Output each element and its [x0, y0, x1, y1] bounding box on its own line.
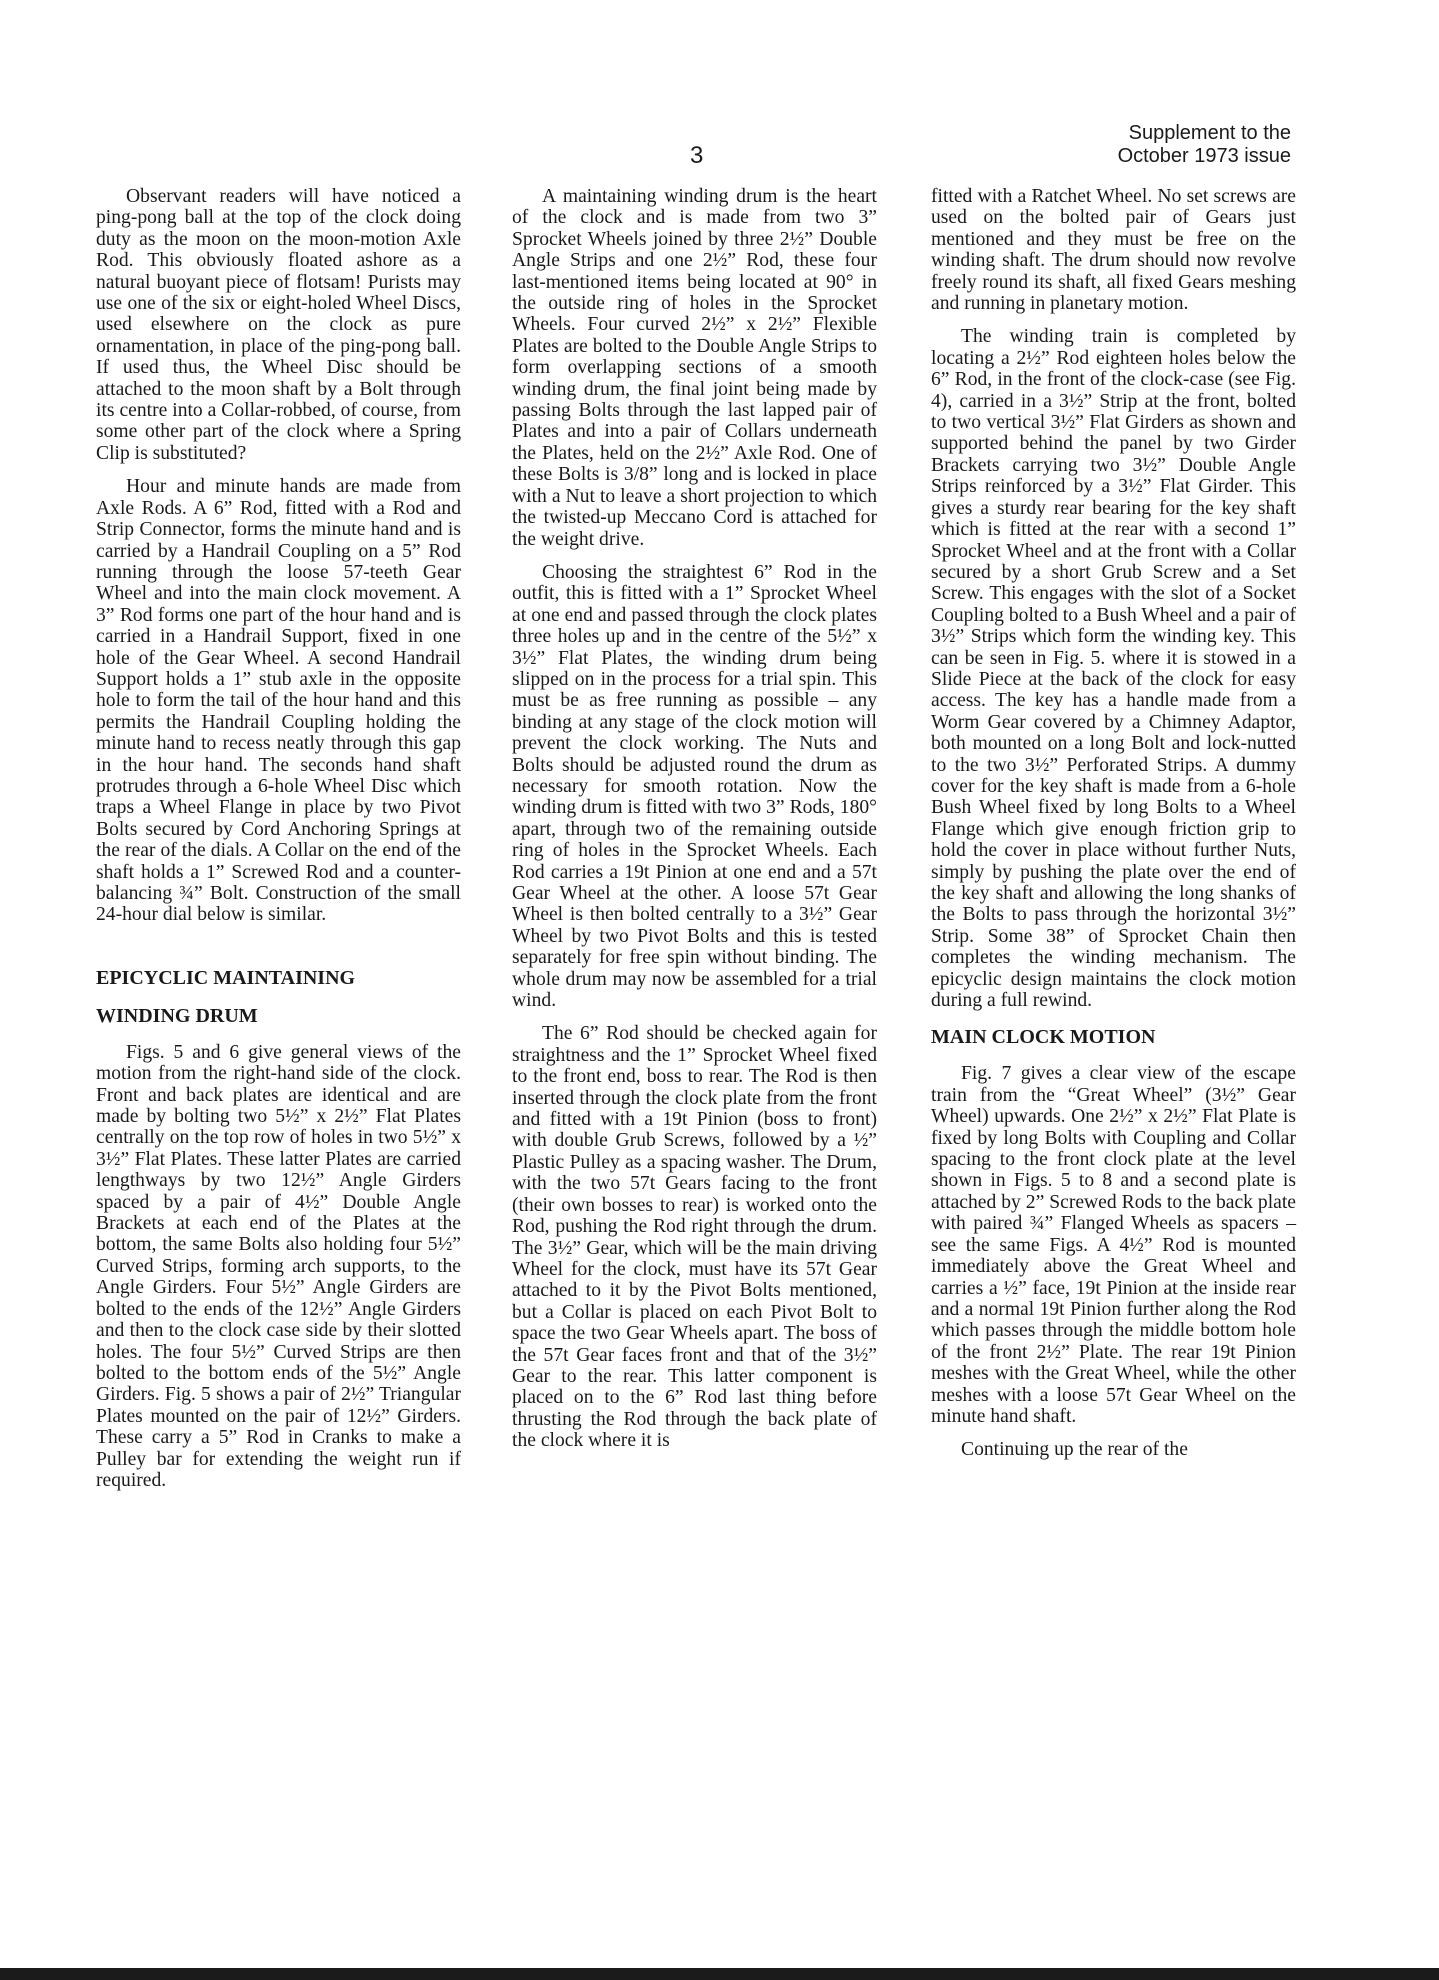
paragraph: Figs. 5 and 6 give general views of the motion from the right-hand side of the clock. Front and back plates are identical and are made by bolting two 5½” x 2½” Flat Plates centrally on the top row of holes in two 5½” x 3½” Flat Plates. These latter Plates are carried lengthways by two 12½” Angle Girders spaced by a pair of 4½” Double Angle Brackets at each end of the Plates at the bottom, the same Bolts also holding four 5½” Curved Strips, forming arch supports, to the Angle Girders. Four 5½” Angle Girders are bolted to the ends of the 12½” Angle Girders and then to the clock case side by their slotted holes. The four 5½” Curved Strips are then bolted to the bottom ends of the 5½” Angle Girders. Fig. 5 shows a pair of 2½” Triangular Plates mounted on the pair of 12½” Girders. These carry a 5” Rod in Cranks to make a Pulley bar for extending the weight run if required. — [96, 1041, 461, 1491]
paragraph: A maintaining winding drum is the heart of the clock and is made from two 3” Sprocket Wheels joined by three 2½” Double Angle Strips and one 2½” Rod, these four last-mentioned items being located at 90° in the outside ring of holes in the Sprocket Wheels. Four curved 2½” x 2½” Flexible Plates are bolted to the Double Angle Strips to form overlapping sections of a smooth winding drum, the final joint being made by passing Bolts through the last lapped pair of Plates and into a pair of Collars underneath the Plates, held on the 2½” Axle Rod. One of these Bolts is 3/8” long and is locked in place with a Nut to leave a short projection to which the twisted-up Meccano Cord is attached for the weight drive. — [512, 186, 877, 550]
paragraph: Observant readers will have noticed a ping-pong ball at the top of the clock doing duty as the moon on the moon-motion Axle Rod. This obviously floated ashore as a natural buoyant piece of flotsam! Purists may use one of the six or eight-holed Wheel Discs, used elsewhere on the clock as pure ornamentation, in place of the ping-pong ball. If used thus, the Wheel Disc should be attached to the moon shaft by a Bolt through its centre into a Collar-robbed, of course, from some other part of the clock where a Spring Clip is substituted? — [96, 186, 461, 464]
issue-note-line-2: October 1973 issue — [1117, 145, 1291, 167]
text-column-2 — [512, 186, 877, 1464]
section-heading: MAIN CLOCK MOTION — [931, 1026, 1156, 1049]
issue-note — [1118, 122, 1291, 168]
page-number: 3 — [690, 142, 704, 169]
paragraph: The 6” Rod should be checked again for straightness and the 1” Sprocket Wheel fixed to the front end, boss to rear. The Rod is then inserted through the clock plate from the front and fitted with a 19t Pinion (boss to front) with double Grub Screws, followed by a ½” Plastic Pulley as a spacing washer. The Drum, with the two 57t Gears facing to the front (their own bosses to rear) is worked onto the Rod, pushing the Rod right through the drum. The 3½” Gear, which will be the main driving Wheel for the clock, must have its 57t Gear attached to it by the Pivot Bolts mentioned, but a Collar is placed on each Pivot Bolt to space the two Gear Wheels apart. The boss of the 57t Gear faces front and that of the 3½” Gear to the rear. This latter component is placed on to the 6” Rod last thing before thrusting the Rod through the back plate of the clock where it is — [512, 1023, 877, 1452]
section-heading: EPICYCLIC MAINTAINING — [96, 966, 356, 989]
scan-edge-bar — [0, 1968, 1439, 1980]
issue-note-line-1: Supplement to the — [1128, 122, 1291, 144]
paragraph: Choosing the straightest 6” Rod in the outfit, this is fitted with a 1” Sprocket Wheel at one end and passed through the clock plates three holes up and in the centre of the 5½” x 3½” Flat Plates, the winding drum being slipped on in the process for a trial spin. This must be as free running as possible – any binding at any stage of the clock motion will prevent the clock working. The Nuts and Bolts should be adjusted round the drum as necessary for smooth rotation. Now the winding drum is fitted with two 3” Rods, 180° apart, through two of the remaining outside ring of holes in the Sprocket Wheels. Each Rod carries a 19t Pinion at one end and a 57t Gear Wheel at the other. A loose 57t Gear Wheel is then bolted centrally to a 3½” Gear Wheel by two Pivot Bolts and this is tested separately for free spin without binding. The whole drum may now be assembled for a trial wind. — [512, 561, 877, 1012]
paragraph: The winding train is completed by locating a 2½” Rod eighteen holes below the 6” Rod, in the front of the clock-case (see Fig. 4), carried in a 3½” Strip at the front, bolted to two vertical 3½” Flat Girders as shown and supported behind the panel by two Girder Brackets carrying two 3½” Double Angle Strips reinforced by a 3½” Flat Girder. This gives a sturdy rear bearing for the key shaft which is fitted at the rear with a second 1” Sprocket Wheel and at the front with a Collar secured by a short Grub Screw and a Set Screw. This engages with the slot of a Socket Coupling bolted to a Bush Wheel and a pair of 3½” Strips which form the winding key. This can be seen in Fig. 5. where it is stowed in a Slide Piece at the back of the clock for easy access. The key has a handle made from a Worm Gear covered by a Chimney Adaptor, both mounted on a long Bolt and lock-nutted to the two 3½” Perforated Strips. A dummy cover for the key shaft is made from a 6-hole Bush Wheel fixed by long Bolts to a Wheel Flange which give enough friction grip to hold the cover in place without further Nuts, simply by pushing the plate over the end of the key shaft and allowing the long shanks of the Bolts to pass through the horizontal 3½” Strip. Some 38” of Sprocket Chain then completes the winding mechanism. The epicyclic design maintains the clock motion during a full rewind. — [931, 326, 1296, 1012]
paragraph: Fig. 7 gives a clear view of the escape train from the “Great Wheel” (3½” Gear Wheel) upwards. One 2½” x 2½” Flat Plate is fixed by long Bolts with Coupling and Collar spacing to the front clock plate at the level shown in Figs. 5 to 8 and a second plate is attached by 2” Screwed Rods to the back plate with paired ¾” Flanged Wheels as spacers – see the same Figs. A 4½” Rod is mounted immediately above the Great Wheel and carries a ½” face, 19t Pinion at the inside rear and a normal 19t Pinion further along the Rod which passes through the middle bottom hole of the front 2½” Plate. The rear 19t Pinion meshes with the Great Wheel, while the other meshes with a loose 57t Gear Wheel on the minute hand shaft. — [931, 1063, 1296, 1427]
paragraph: fitted with a Ratchet Wheel. No set screws are used on the bolted pair of Gears just mentioned and they must be free on the winding shaft. The drum should now revolve freely round its shaft, all fixed Gears meshing and running in planetary motion. — [931, 186, 1296, 315]
paragraph: Continuing up the rear of the — [961, 1439, 1188, 1461]
text-column-1 — [96, 186, 461, 1503]
section-heading: WINDING DRUM — [96, 1004, 258, 1027]
paragraph: Hour and minute hands are made from Axle Rods. A 6” Rod, fitted with a Rod and Strip Connector, forms the minute hand and is carried by a Handrail Coupling on a 5” Rod running through the loose 57-teeth Gear Wheel and into the main clock movement. A 3” Rod forms one part of the hour hand and is carried in a Handrail Support, fixed in one hole of the Gear Wheel. A second Handrail Support holds a 1” stub axle in the opposite hole to form the tail of the hour hand and this permits the Handrail Coupling holding the minute hand to recess neatly through this gap in the hour hand. The seconds hand shaft protrudes through a 6-hole Wheel Disc which traps a Wheel Flange in place by two Pivot Bolts secured by Cord Anchoring Springs at the rear of the dials. A Collar on the end of the shaft holds a 1” Screwed Rod and a counter-balancing ¾” Bolt. Construction of the small 24-hour dial below is similar. — [96, 476, 461, 926]
text-column-3 — [931, 186, 1296, 1473]
